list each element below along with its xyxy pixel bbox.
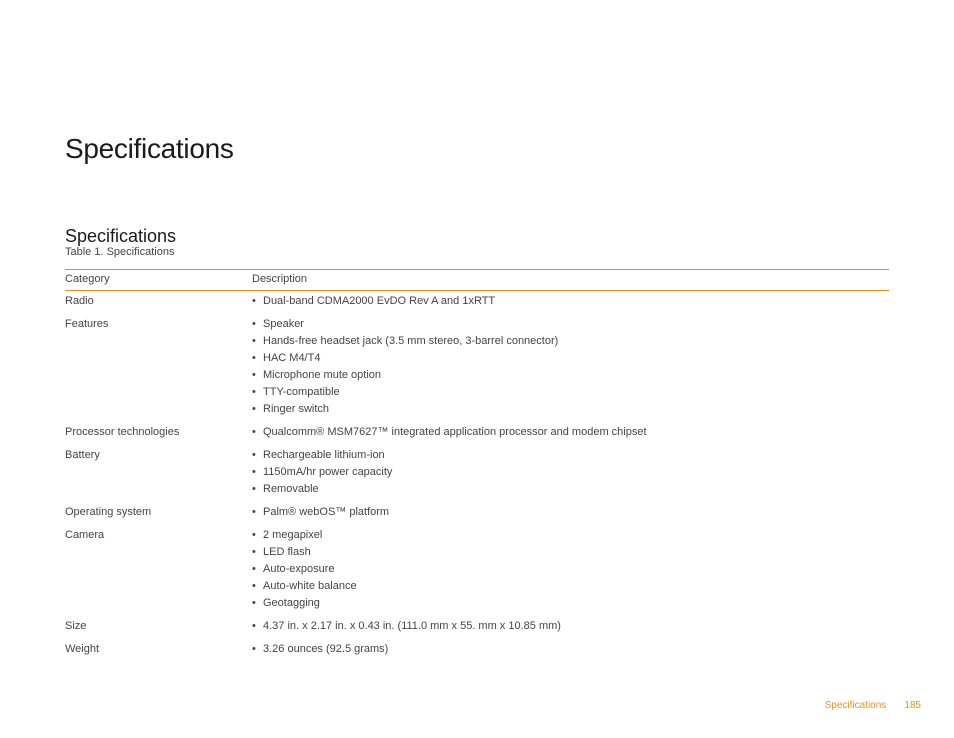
description-item: • Rechargeable lithium-ion [252, 447, 889, 464]
row-category: Weight [65, 643, 100, 655]
row-description-cell [252, 616, 889, 639]
description-item: • Microphone mute option [252, 367, 889, 384]
row-category: Features [65, 318, 109, 330]
description-item: • 4.37 in. x 2.17 in. x 0.43 in. (111.0 mm x 55. mm x 10.85 mm) [252, 618, 889, 635]
description-list [252, 527, 889, 612]
description-item: • Palm® webOS™ platform [252, 504, 889, 521]
description-list [252, 504, 889, 521]
description-item: • 2 megapixel [252, 527, 889, 544]
description-list [252, 293, 889, 310]
table-row [65, 291, 889, 315]
row-category-cell [65, 525, 252, 616]
description-item: • 1150mA/hr power capacity [252, 464, 889, 481]
row-description-cell [252, 291, 889, 315]
description-item: • Auto-white balance [252, 578, 889, 595]
description-item: • LED flash [252, 544, 889, 561]
row-category-cell [65, 445, 252, 502]
row-description-cell [252, 445, 889, 502]
description-list [252, 618, 889, 635]
page-title: Specifications [65, 132, 234, 164]
description-item: • Ringer switch [252, 401, 889, 418]
specifications-table [65, 269, 889, 662]
table-body [65, 291, 889, 663]
description-item: • Geotagging [252, 595, 889, 612]
description-item: • Qualcomm® MSM7627™ integrated application processor and modem chipset [252, 424, 889, 441]
row-description-cell [252, 314, 889, 422]
column-header-category: Category [65, 270, 252, 291]
page-footer [825, 700, 921, 711]
row-category-cell [65, 422, 252, 445]
row-category-cell [65, 291, 252, 315]
row-description-cell [252, 422, 889, 445]
table-header-row [65, 270, 889, 291]
description-list [252, 447, 889, 498]
row-category: Camera [65, 529, 105, 541]
table-row [65, 502, 889, 525]
table-caption: Table 1. Specifications [65, 246, 175, 258]
row-category-cell [65, 616, 252, 639]
page-number: 185 [904, 700, 921, 711]
table-row [65, 445, 889, 502]
description-item: • TTY-compatible [252, 384, 889, 401]
row-category: Radio [65, 295, 94, 307]
table-row [65, 639, 889, 662]
description-list [252, 641, 889, 658]
row-description-cell [252, 502, 889, 525]
description-item: • HAC M4/T4 [252, 350, 889, 367]
description-item: • Auto-exposure [252, 561, 889, 578]
row-category: Processor technologies [65, 426, 180, 438]
column-header-description: Description [252, 270, 889, 291]
description-list [252, 424, 889, 441]
row-description-cell [252, 639, 889, 662]
row-category-cell [65, 639, 252, 662]
table-row [65, 422, 889, 445]
row-category-cell [65, 314, 252, 422]
description-item: • Dual-band CDMA2000 EvDO Rev A and 1xRTT [252, 293, 889, 310]
table-row [65, 525, 889, 616]
table-row [65, 314, 889, 422]
footer-section-label: Specifications [824, 700, 887, 711]
description-item: • Speaker [252, 316, 889, 333]
row-category: Operating system [65, 506, 152, 518]
row-category: Size [65, 620, 87, 632]
description-list [252, 316, 889, 418]
description-item: • Removable [252, 481, 889, 498]
section-title: Specifications [65, 225, 177, 246]
description-item: • Hands-free headset jack (3.5 mm stereo, 3-barrel connector) [252, 333, 889, 350]
row-category-cell [65, 502, 252, 525]
description-item: • 3.26 ounces (92.5 grams) [252, 641, 889, 658]
table-row [65, 616, 889, 639]
row-category: Battery [65, 449, 100, 461]
row-description-cell [252, 525, 889, 616]
